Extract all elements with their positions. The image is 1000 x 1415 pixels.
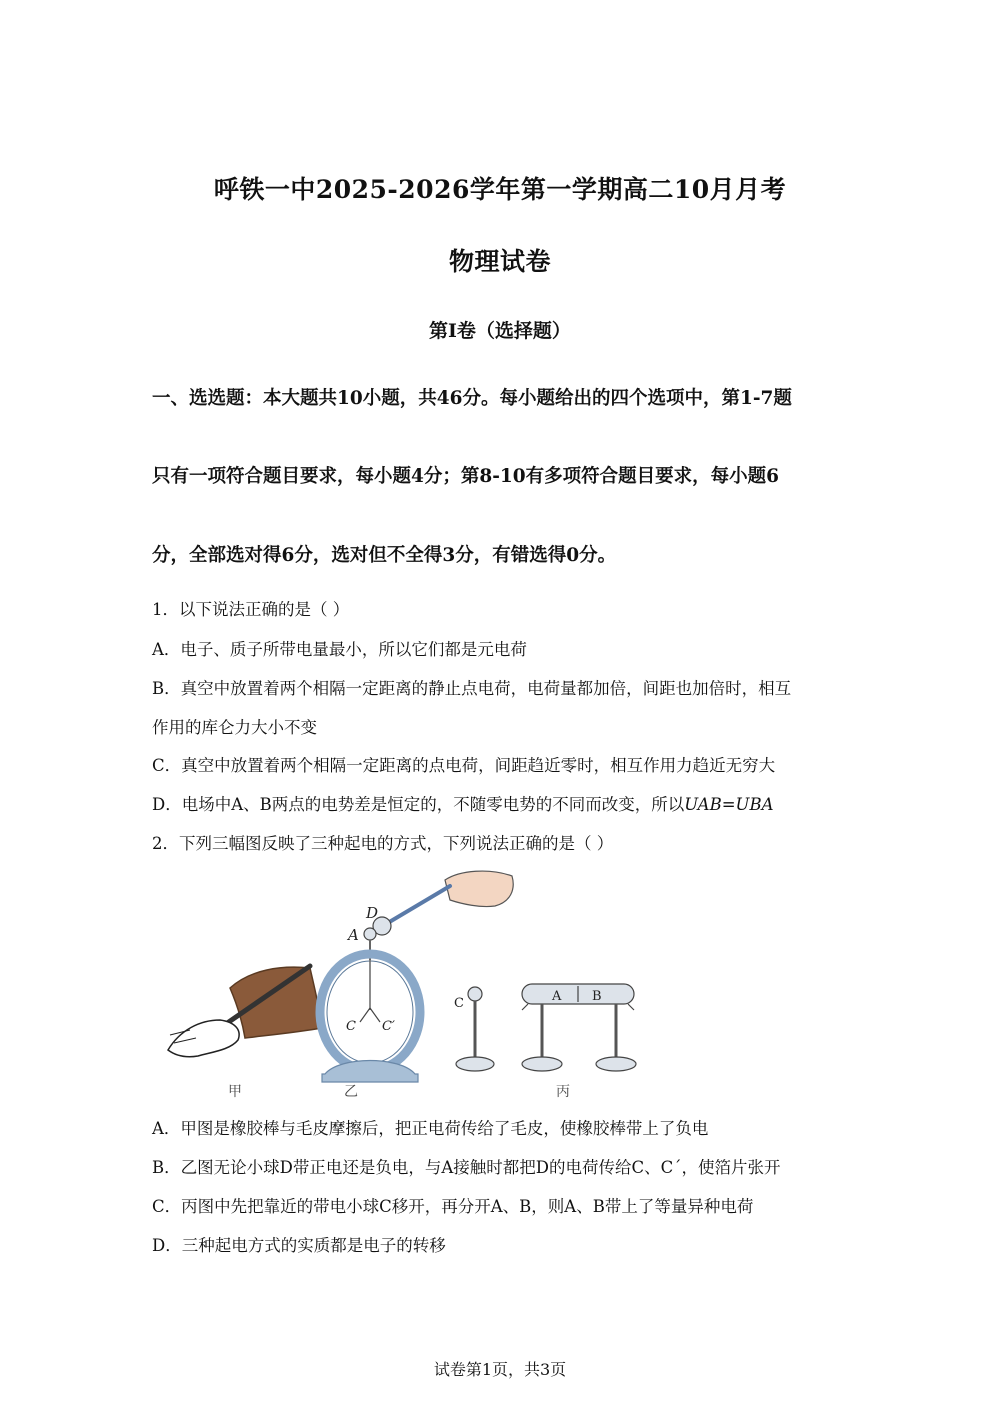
section-title: 第Ⅰ卷（选择题） bbox=[429, 320, 571, 342]
caption-yi: 乙 bbox=[344, 1084, 358, 1100]
label-c-ball: C bbox=[454, 996, 464, 1011]
q2-option-b: B．乙图无论小球D带正电还是负电，与A接触时都把D的电荷传给C、C´，使箔片张开 bbox=[152, 1158, 781, 1177]
induction-scene bbox=[454, 984, 636, 1071]
q1-option-c: C．真空中放置着两个相隔一定距离的点电荷，间距趋近零时，相互作用力趋近无穷大 bbox=[152, 756, 776, 775]
stand-b-base bbox=[596, 1057, 636, 1071]
hand-right bbox=[445, 871, 513, 906]
exam-subject: 物理试卷 bbox=[448, 247, 551, 276]
fur-rubbing-scene bbox=[168, 966, 322, 1057]
q1-option-b-line1: B．真空中放置着两个相隔一定距离的静止点电荷，电荷量都加倍，间距也加倍时，相互 bbox=[152, 679, 792, 698]
stand-a-base bbox=[522, 1057, 562, 1071]
exam-title: 呼铁一中2025-2026学年第一学期高二10月月考 bbox=[213, 175, 787, 204]
caption-jia: 甲 bbox=[228, 1084, 242, 1100]
charged-ball-c bbox=[468, 987, 482, 1001]
q2-option-d: D．三种起电方式的实质都是电子的转移 bbox=[152, 1236, 446, 1255]
q2-stem: 2．下列三幅图反映了三种起电的方式，下列说法正确的是（ ） bbox=[152, 834, 614, 853]
instruction-line-1: 一、选选题：本大题共10小题，共46分。每小题给出的四个选项中，第1-7题 bbox=[152, 388, 792, 409]
electroscope-scene bbox=[320, 871, 513, 1082]
q1-option-d-text: D．电场中A、B两点的电势差是恒定的，不随零电势的不同而改变，所以 bbox=[152, 795, 685, 814]
instruction-line-2: 只有一项符合题目要求，每小题4分；第8-10有多项符合题目要求，每小题6 bbox=[152, 466, 780, 487]
q2-figure bbox=[150, 860, 850, 1110]
electrification-illustration bbox=[150, 860, 850, 1110]
q1-option-d bbox=[152, 791, 852, 815]
label-bar-b: B bbox=[592, 989, 602, 1004]
label-bar-a: A bbox=[552, 989, 562, 1004]
q2-option-a: A．甲图是橡胶棒与毛皮摩擦后，把正电荷传给了毛皮，使橡胶棒带上了负电 bbox=[152, 1119, 709, 1138]
instruction-line-3: 分，全部选对得6分，选对但不全得3分，有错选得0分。 bbox=[152, 545, 617, 566]
insulating-rod bbox=[386, 886, 450, 924]
label-c: C bbox=[346, 1019, 356, 1034]
foil-c bbox=[360, 1008, 370, 1022]
electroscope-base bbox=[322, 1061, 418, 1083]
fur-piece bbox=[230, 967, 322, 1038]
q1-stem: 1．以下说法正确的是（ ） bbox=[152, 600, 350, 619]
foil-c-prime bbox=[370, 1008, 380, 1022]
page-footer: 试卷第1页，共3页 bbox=[433, 1360, 567, 1379]
q1-option-a: A．电子、质子所带电量最小，所以它们都是元电荷 bbox=[152, 640, 527, 659]
electroscope-knob-a bbox=[364, 928, 376, 940]
label-a: A bbox=[348, 926, 359, 944]
ball-c-base bbox=[456, 1057, 494, 1071]
q1-option-b-line2: 作用的库仑力大小不变 bbox=[152, 718, 317, 737]
hand-left bbox=[168, 1020, 239, 1057]
caption-bing: 丙 bbox=[556, 1084, 570, 1100]
label-d: D bbox=[366, 904, 379, 922]
q2-option-c: C．丙图中先把靠近的带电小球C移开，再分开A、B，则A、B带上了等量异种电荷 bbox=[152, 1197, 754, 1216]
label-c-prime: C′ bbox=[382, 1019, 395, 1034]
q1-option-d-formula: UAB=UBA bbox=[684, 795, 774, 814]
